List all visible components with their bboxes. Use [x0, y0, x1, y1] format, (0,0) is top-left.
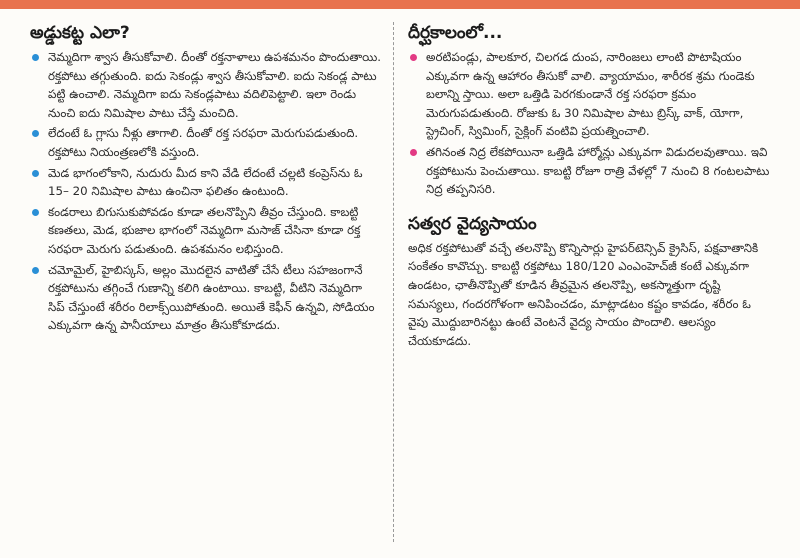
list-item: మెడ భాగంలోకాని, నుదురు మీద కాని వేడి లేదంటే చల్లటి కంప్రెస్‌ను ఓ 15– 20 నిమిషాల పాటు ఉంచినా ఫలితం ఉంటుంది. — [30, 164, 382, 201]
section-heading-urgent-care: సత్వర వైద్యసాయం — [408, 213, 537, 234]
bullet-icon — [410, 149, 417, 156]
bullet-icon — [32, 209, 39, 216]
list-item: అరటిపండ్లు, పాలకూర, చిలగడ దుంప, నారింజలు లాంటి పొటాషియం ఎక్కువగా ఉన్న ఆహారం తీసుకో వాలి. వ్యాయామం, శారీరక శ్రమ గుండెకు బలాన్ని స్తాయి. అలా ఒత్తిడి పెరగకుండానే రక్త సరఫరా క్రమం మెరుగుపడుతుంది. రోజుకు ఓ 30 నిమిషాల పాటు బ్రిస్క్ వాక్, యోగా, స్ట్రెచింగ్, స్విమింగ్, సైక్లింగ్ వంటివి ప్రయత్నించాలి. — [408, 48, 774, 141]
bullet-icon — [410, 54, 417, 61]
section-heading-prevention: అడ్డుకట్ట ఎలా? — [30, 23, 130, 43]
accent-bar — [0, 0, 800, 9]
bullet-icon — [32, 267, 39, 274]
bullet-icon — [32, 170, 39, 177]
urgent-care-paragraph: అధిక రక్తపోటుతో వచ్చే తలనొప్పి కొన్నిసార్లు హైపర్‌టెన్సివ్ క్రైసిస్, పక్షవాతానికి సంకేతం కావొచ్చు. కాబట్టి రక్తపోటు 180/120 ఎంఎంహెచ్‌జీ కంటే ఎక్కువగా ఉండటం, ఛాతీనొప్పితో కూడిన తీవ్రమైన తలనొప్పి, అకస్మాత్తుగా దృష్టి సమస్యలు, గందరగోళంగా అనిపించడం, మాట్లాడటం కష్టం కావడం, శరీరం ఓ వైపు మొద్దుబారినట్టు ఉంటే వెంటనే వైద్య సాయం పొందాలి. ఆలస్యం చేయకూడదు. — [408, 240, 759, 348]
list-item: తగినంత నిద్ర లేకపోయినా ఒత్తిడి హార్మోన్లు ఎక్కువగా విడుదలవుతాయి. ఇవి రక్తపోటును పెంచుతాయి. కాబట్టి రోజూ రాత్రి వేళల్లో 7 నుంచి 8 గంటలపాటు నిద్ర తప్పనిసరి. — [408, 143, 774, 199]
section-heading-long-term: దీర్ఘకాలంలో... — [408, 23, 503, 43]
long-term-list — [408, 48, 774, 199]
list-item: కండరాలు బిగుసుకుపోవడం కూడా తలనొప్పిని తీవ్రం చేస్తుంది. కాబట్టి కణతలు, మెడ, భుజాల భాగంలో నెమ్మదిగా మసాజ్ చేసినా కూడా రక్త సరఫరా మెరుగు పడుతుంది. ఉపశమనం లభిస్తుంది. — [30, 203, 382, 259]
prevention-list — [30, 48, 382, 335]
bullet-icon — [32, 130, 39, 137]
list-item: చమోమైల్, హైబిస్కస్, అల్లం మొదలైన వాటితో చేసే టీలు సహజంగానే రక్తపోటును తగ్గించే గుణాన్ని కలిగి ఉంటాయి. కాబట్టి, వీటిని నెమ్మదిగా సిప్ చేస్తుంటే శరీరం రిలాక్స్‌యిపోతుంది. అయితే కెఫీన్ ఉన్నవి, సోడియం ఎక్కువగా ఉన్న పానీయాలు మాత్రం తీసుకోకూడదు. — [30, 261, 382, 335]
column-divider — [393, 22, 394, 542]
bullet-icon — [32, 54, 39, 61]
right-column — [408, 22, 774, 350]
list-item: లేదంటే ఓ గ్లాసు నీళ్లు తాగాలి. దీంతో రక్త సరఫరా మెరుగుపడుతుంది. రక్తపోటు నియంత్రణలోకి వస్తుంది. — [30, 124, 382, 161]
left-column — [30, 22, 382, 337]
list-item: నెమ్మదిగా శ్వాస తీసుకోవాలి. దీంతో రక్తనాళాలు ఉపశమనం పొందుతాయి. రక్తపోటు తగ్గుతుంది. ఐదు సెకండ్లు శ్వాస తీసుకోవాలి. ఐదు సెకండ్ల పాటు పట్టి ఉంచాలి. నెమ్మదిగా ఐదు సెకండ్లపాటు వదిలిపెట్టాలి. ఇలా రెండు నుంచి ఐదు నిమిషాల పాటు చేస్తే మంచిది. — [30, 48, 382, 122]
